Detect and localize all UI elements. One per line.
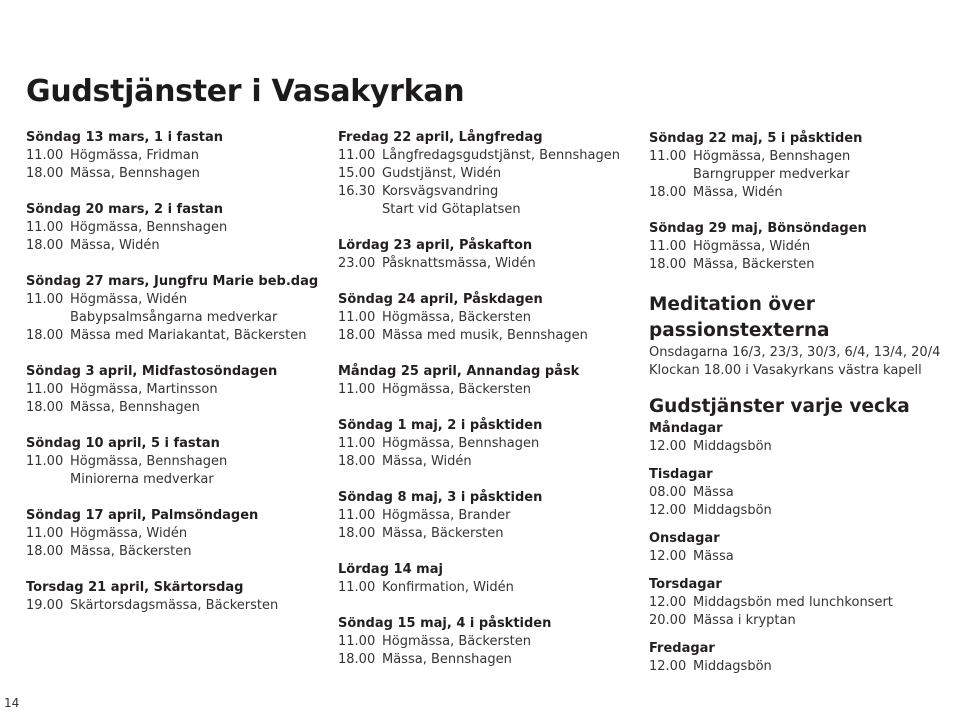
service-description: Högmässa, Bennshagen [382, 436, 540, 451]
service-description: Mässa, Bennshagen [382, 652, 512, 667]
service-entry [338, 507, 638, 525]
service-day [338, 417, 638, 471]
service-description: Högmässa, Widén [70, 526, 188, 541]
service-time: 11.00 [338, 580, 376, 595]
weekly-description: Mässa i kryptan [693, 613, 796, 628]
weekly-time: 12.00 [649, 503, 687, 518]
service-time: 11.00 [338, 634, 376, 649]
service-time: 11.00 [649, 149, 687, 164]
service-entry [26, 165, 326, 183]
service-entry [649, 166, 949, 184]
service-entry [649, 256, 949, 274]
service-time: 11.00 [26, 454, 64, 469]
weekly-day-heading: Torsdagar [649, 577, 722, 592]
service-entry [338, 183, 638, 201]
service-entry [26, 471, 326, 489]
service-description: Högmässa, Brander [382, 508, 511, 523]
weekly-description: Middagsbön med lunchkonsert [693, 595, 893, 610]
weekly-entry [649, 502, 949, 520]
service-time: 16.30 [338, 184, 376, 199]
service-day-heading: Söndag 13 mars, 1 i fastan [26, 130, 223, 145]
weekly-entry [649, 484, 949, 502]
service-description: Högmässa, Widén [70, 292, 188, 307]
service-entry [338, 579, 638, 597]
weekly-description: Middagsbön [693, 659, 772, 674]
weekly-day-heading: Måndagar [649, 421, 723, 436]
service-day-heading: Söndag 20 mars, 2 i fastan [26, 202, 223, 217]
service-day [26, 273, 326, 345]
service-description: Mässa, Bäckersten [70, 544, 192, 559]
service-day-heading: Söndag 22 maj, 5 i påsktiden [649, 131, 863, 146]
service-day-heading: Söndag 8 maj, 3 i påsktiden [338, 490, 543, 505]
service-time: 18.00 [338, 454, 376, 469]
weekly-entry [649, 438, 949, 456]
weekly-day [649, 640, 949, 676]
service-entry [338, 255, 638, 273]
service-entry [338, 201, 638, 219]
weekly-description: Middagsbön [693, 439, 772, 454]
service-day [26, 363, 326, 417]
weekly-time: 12.00 [649, 439, 687, 454]
meditation-heading [649, 292, 949, 344]
service-description: Långfredagsgudstjänst, Bennshagen [382, 148, 621, 163]
weekly-description: Mässa [693, 485, 734, 500]
service-time: 18.00 [649, 185, 687, 200]
weekly-day [649, 420, 949, 456]
service-description: Högmässa, Bäckersten [382, 310, 531, 325]
weekly-day [649, 530, 949, 566]
service-description: Mässa, Bennshagen [70, 166, 200, 181]
service-day [26, 435, 326, 489]
service-entry [26, 237, 326, 255]
service-time: 23.00 [338, 256, 376, 271]
service-time: 18.00 [649, 257, 687, 272]
service-time: 11.00 [338, 148, 376, 163]
service-description: Mässa, Bäckersten [382, 526, 504, 541]
service-day [26, 129, 326, 183]
service-day [26, 201, 326, 255]
service-entry [338, 525, 638, 543]
service-day [26, 579, 326, 615]
service-description: Påsknattsmässa, Widén [382, 256, 536, 271]
service-day [338, 561, 638, 597]
weekly-day-heading: Tisdagar [649, 467, 713, 482]
weekly-day-heading: Onsdagar [649, 531, 720, 546]
service-entry [649, 148, 949, 166]
service-time: 18.00 [26, 238, 64, 253]
service-day-heading: Söndag 17 april, Palmsöndagen [26, 508, 259, 523]
service-day-heading: Söndag 3 april, Midfastosöndagen [26, 364, 278, 379]
service-entry [338, 633, 638, 651]
service-day [649, 130, 949, 202]
weekly-time: 12.00 [649, 549, 687, 564]
service-description: Högmässa, Widén [693, 239, 811, 254]
service-day [338, 615, 638, 669]
service-description: Högmässa, Bäckersten [382, 634, 531, 649]
meditation-heading-line2: passionstexterna [649, 320, 830, 341]
service-entry [26, 147, 326, 165]
service-entry [26, 327, 326, 345]
weekly-heading: Gudstjänster varje vecka [649, 396, 910, 417]
service-day-heading: Söndag 1 maj, 2 i påsktiden [338, 418, 543, 433]
service-entry [26, 381, 326, 399]
service-entry [649, 184, 949, 202]
service-day-heading: Måndag 25 april, Annandag påsk [338, 364, 580, 379]
service-day-heading: Söndag 29 maj, Bönsöndagen [649, 221, 867, 236]
service-entry [26, 453, 326, 471]
service-day-heading: Söndag 15 maj, 4 i påsktiden [338, 616, 552, 631]
weekly-time: 08.00 [649, 485, 687, 500]
late-services [649, 130, 949, 274]
service-description: Mässa, Widén [693, 185, 783, 200]
service-time: 11.00 [338, 436, 376, 451]
service-entry [338, 165, 638, 183]
service-entry [338, 381, 638, 399]
service-day-heading: Söndag 27 mars, Jungfru Marie beb.dag [26, 274, 319, 289]
service-day-heading: Lördag 14 maj [338, 562, 443, 577]
meditation-dates: Onsdagarna 16/3, 23/3, 30/3, 6/4, 13/4, 20/4 [649, 345, 941, 360]
weekly-entry [649, 548, 949, 566]
service-time: 11.00 [338, 382, 376, 397]
service-description: Högmässa, Bennshagen [70, 454, 228, 469]
service-entry [26, 219, 326, 237]
service-time: 18.00 [26, 400, 64, 415]
service-time: 18.00 [338, 328, 376, 343]
service-description: Mässa, Widén [70, 238, 160, 253]
service-time: 18.00 [26, 166, 64, 181]
service-description: Konfirmation, Widén [382, 580, 514, 595]
service-day-heading: Lördag 23 april, Påskafton [338, 238, 533, 253]
weekly-day-heading: Fredagar [649, 641, 715, 656]
service-day [338, 237, 638, 273]
schedule-column-3 [649, 130, 949, 686]
service-time: 11.00 [26, 292, 64, 307]
service-day-heading: Torsdag 21 april, Skärtorsdag [26, 580, 244, 595]
service-day [26, 507, 326, 561]
service-entry [338, 147, 638, 165]
service-entry [26, 291, 326, 309]
service-time: 11.00 [26, 382, 64, 397]
service-entry [26, 309, 326, 327]
weekly-day [649, 576, 949, 630]
service-time: 18.00 [338, 526, 376, 541]
service-description: Mässa, Bennshagen [70, 400, 200, 415]
service-day [338, 291, 638, 345]
service-entry [26, 543, 326, 561]
weekly-description: Mässa [693, 549, 734, 564]
service-description: Mässa med musik, Bennshagen [382, 328, 588, 343]
service-entry [649, 238, 949, 256]
schedule-column-1 [26, 129, 326, 633]
service-time: 15.00 [338, 166, 376, 181]
service-description: Mässa, Bäckersten [693, 257, 815, 272]
service-entry [338, 309, 638, 327]
meditation-heading-line1: Meditation över [649, 294, 815, 315]
weekly-day [649, 466, 949, 520]
service-description: Gudstjänst, Widén [382, 166, 502, 181]
service-time: 11.00 [338, 508, 376, 523]
service-day [338, 129, 638, 219]
service-day [649, 220, 949, 274]
service-time: 18.00 [338, 652, 376, 667]
service-description: Skärtorsdagsmässa, Bäckersten [70, 598, 279, 613]
service-description: Mässa med Mariakantat, Bäckersten [70, 328, 307, 343]
service-entry [338, 327, 638, 345]
weekly-time: 12.00 [649, 659, 687, 674]
service-entry [338, 453, 638, 471]
service-description: Barngrupper medverkar [693, 167, 850, 182]
service-description: Start vid Götaplatsen [382, 202, 521, 217]
service-description: Högmässa, Bäckersten [382, 382, 531, 397]
weekly-entry [649, 658, 949, 676]
service-day [338, 489, 638, 543]
page-title: Gudstjänster i Vasakyrkan [26, 74, 465, 109]
service-description: Högmässa, Bennshagen [70, 220, 228, 235]
service-description: Högmässa, Bennshagen [693, 149, 851, 164]
service-entry [338, 435, 638, 453]
service-time: 11.00 [649, 239, 687, 254]
weekly-description: Middagsbön [693, 503, 772, 518]
service-description: Babypsalmsångarna medverkar [70, 310, 278, 325]
weekly-entry [649, 612, 949, 630]
service-day-heading: Söndag 24 april, Påskdagen [338, 292, 543, 307]
service-day [338, 363, 638, 399]
meditation-time: Klockan 18.00 i Vasakyrkans västra kapell [649, 363, 922, 378]
service-entry [26, 597, 326, 615]
service-entry [26, 525, 326, 543]
service-time: 11.00 [26, 220, 64, 235]
weekly-entry [649, 594, 949, 612]
service-time: 11.00 [338, 310, 376, 325]
service-description: Korsvägsvandring [382, 184, 499, 199]
service-day-heading: Söndag 10 april, 5 i fastan [26, 436, 220, 451]
service-description: Miniorerna medverkar [70, 472, 214, 487]
service-time: 11.00 [26, 148, 64, 163]
service-entry [338, 651, 638, 669]
service-description: Högmässa, Martinsson [70, 382, 218, 397]
service-description: Mässa, Widén [382, 454, 472, 469]
weekly-time: 20.00 [649, 613, 687, 628]
service-entry [26, 399, 326, 417]
schedule-column-2 [338, 129, 638, 687]
service-time: 18.00 [26, 328, 64, 343]
service-time: 18.00 [26, 544, 64, 559]
service-time: 19.00 [26, 598, 64, 613]
weekly-schedule [649, 420, 949, 676]
service-description: Högmässa, Fridman [70, 148, 199, 163]
page-number: 14 [4, 696, 20, 710]
weekly-time: 12.00 [649, 595, 687, 610]
service-day-heading: Fredag 22 april, Långfredag [338, 130, 543, 145]
service-time: 11.00 [26, 526, 64, 541]
